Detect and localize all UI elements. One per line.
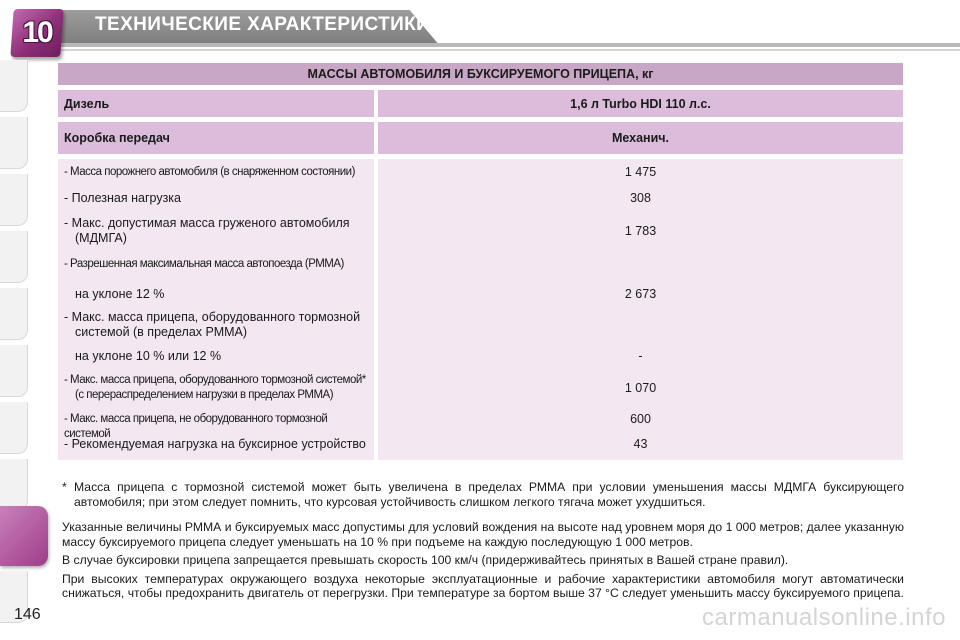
footnote-marker: * — [62, 480, 67, 494]
curb-weight-value: 1 475 — [624, 165, 657, 179]
side-tab-6[interactable] — [0, 345, 28, 397]
chapter-number: 10 — [22, 16, 52, 49]
side-tab-4[interactable] — [0, 231, 28, 283]
watermark: carmanualsonline.info — [702, 604, 946, 631]
gross-weight-label: - Макс. допустимая масса груженого автомобиля — [64, 216, 350, 230]
train-weight-12-value: 2 673 — [624, 287, 657, 301]
temperature-note: При высоких температурах окружающего воздуха некоторые эксплуатационные и рабочие характеристики автомобиля могут автоматически снижаться, чтобы предохранить двигатель от перегрузки. При температуре за бортом выше 37 °C следует уменьшить массу буксируемого прицепа. — [62, 571, 904, 600]
side-tab-1[interactable] — [0, 60, 28, 112]
braked-trailer-redist-label: - Макс. масса прицепа, оборудованного тормозной системой* — [64, 374, 366, 386]
altitude-note: Указанные величины РММА и буксируемых масс допустимы для условий вождения на высоте над уровнем моря до 1 000 метров; далее указанную массу буксируемого прицепа следует уменьшать на 10 % при подъеме на каждую последующую 1 000 метров. — [62, 520, 904, 549]
payload-label: - Полезная нагрузка — [64, 191, 181, 205]
engine-value: 1,6 л Turbo HDI 110 л.с. — [378, 90, 903, 117]
gross-weight-label-cont: (МДМГА) — [75, 231, 127, 245]
payload-value: 308 — [630, 191, 651, 205]
side-tab-2[interactable] — [0, 117, 28, 169]
braked-trailer-label: - Макс. масса прицепа, оборудованного тормозной — [64, 310, 361, 324]
train-weight-label: - Разрешенная максимальная масса автопоезда (РММА) — [64, 258, 344, 270]
braked-trailer-slope-value: - — [638, 349, 643, 363]
table-caption: МАССЫ АВТОМОБИЛЯ И БУКСИРУЕМОГО ПРИЦЕПА, кг — [58, 63, 903, 85]
gearbox-label: Коробка передач — [58, 122, 374, 154]
braked-trailer-slope-label: на уклоне 10 % или 12 % — [75, 349, 222, 363]
mass-spec-table — [58, 63, 903, 460]
train-weight-12-label: на уклоне 12 % — [75, 287, 165, 301]
table-body — [58, 159, 903, 460]
unbraked-trailer-label: - Макс. масса прицепа, не оборудованного тормозной системой — [64, 413, 328, 440]
engine-row — [58, 90, 903, 117]
page-title: ТЕХНИЧЕСКИЕ ХАРАКТЕРИСТИКИ — [95, 14, 431, 35]
side-tab-8[interactable] — [0, 459, 28, 511]
towbar-load-label: - Рекомендуемая нагрузка на буксирное устройство — [64, 437, 366, 451]
gross-weight-value: 1 783 — [624, 224, 657, 238]
speed-note: В случае буксировки прицепа запрещается превышать скорость 100 км/ч (придерживайтесь принятых в Вашей стране правил). — [62, 553, 789, 567]
notes-section — [62, 480, 904, 601]
braked-trailer-label-cont: системой (в пределах РММА) — [75, 325, 248, 339]
curb-weight-label: - Масса порожнего автомобиля (в снаряженном состоянии) — [64, 166, 355, 178]
engine-label: Дизель — [58, 90, 374, 117]
gearbox-value: Механич. — [378, 122, 903, 154]
footnote — [62, 480, 904, 509]
page-number: 146 — [14, 606, 41, 623]
braked-trailer-redist-label-cont: (с перераспределением нагрузки в пределах РММА) — [75, 389, 334, 401]
unbraked-trailer-value: 600 — [630, 412, 651, 426]
footnote-text: Масса прицепа с тормозной системой может быть увеличена в пределах РММА при условии уменьшения массы МДМГА буксирующего автомобиля; при этом следует помнить, что курсовая устойчивость слишком легкого тягача может ухудшиться. — [74, 480, 904, 509]
side-tab-7[interactable] — [0, 402, 28, 454]
side-tab-5[interactable] — [0, 288, 28, 340]
side-tab-active[interactable] — [0, 506, 48, 566]
header-divider-thin — [60, 49, 960, 51]
header-divider — [60, 43, 960, 47]
side-tab-3[interactable] — [0, 174, 28, 226]
braked-trailer-redist-value: 1 070 — [624, 381, 657, 395]
towbar-load-value: 43 — [633, 437, 648, 451]
gearbox-row — [58, 122, 903, 154]
